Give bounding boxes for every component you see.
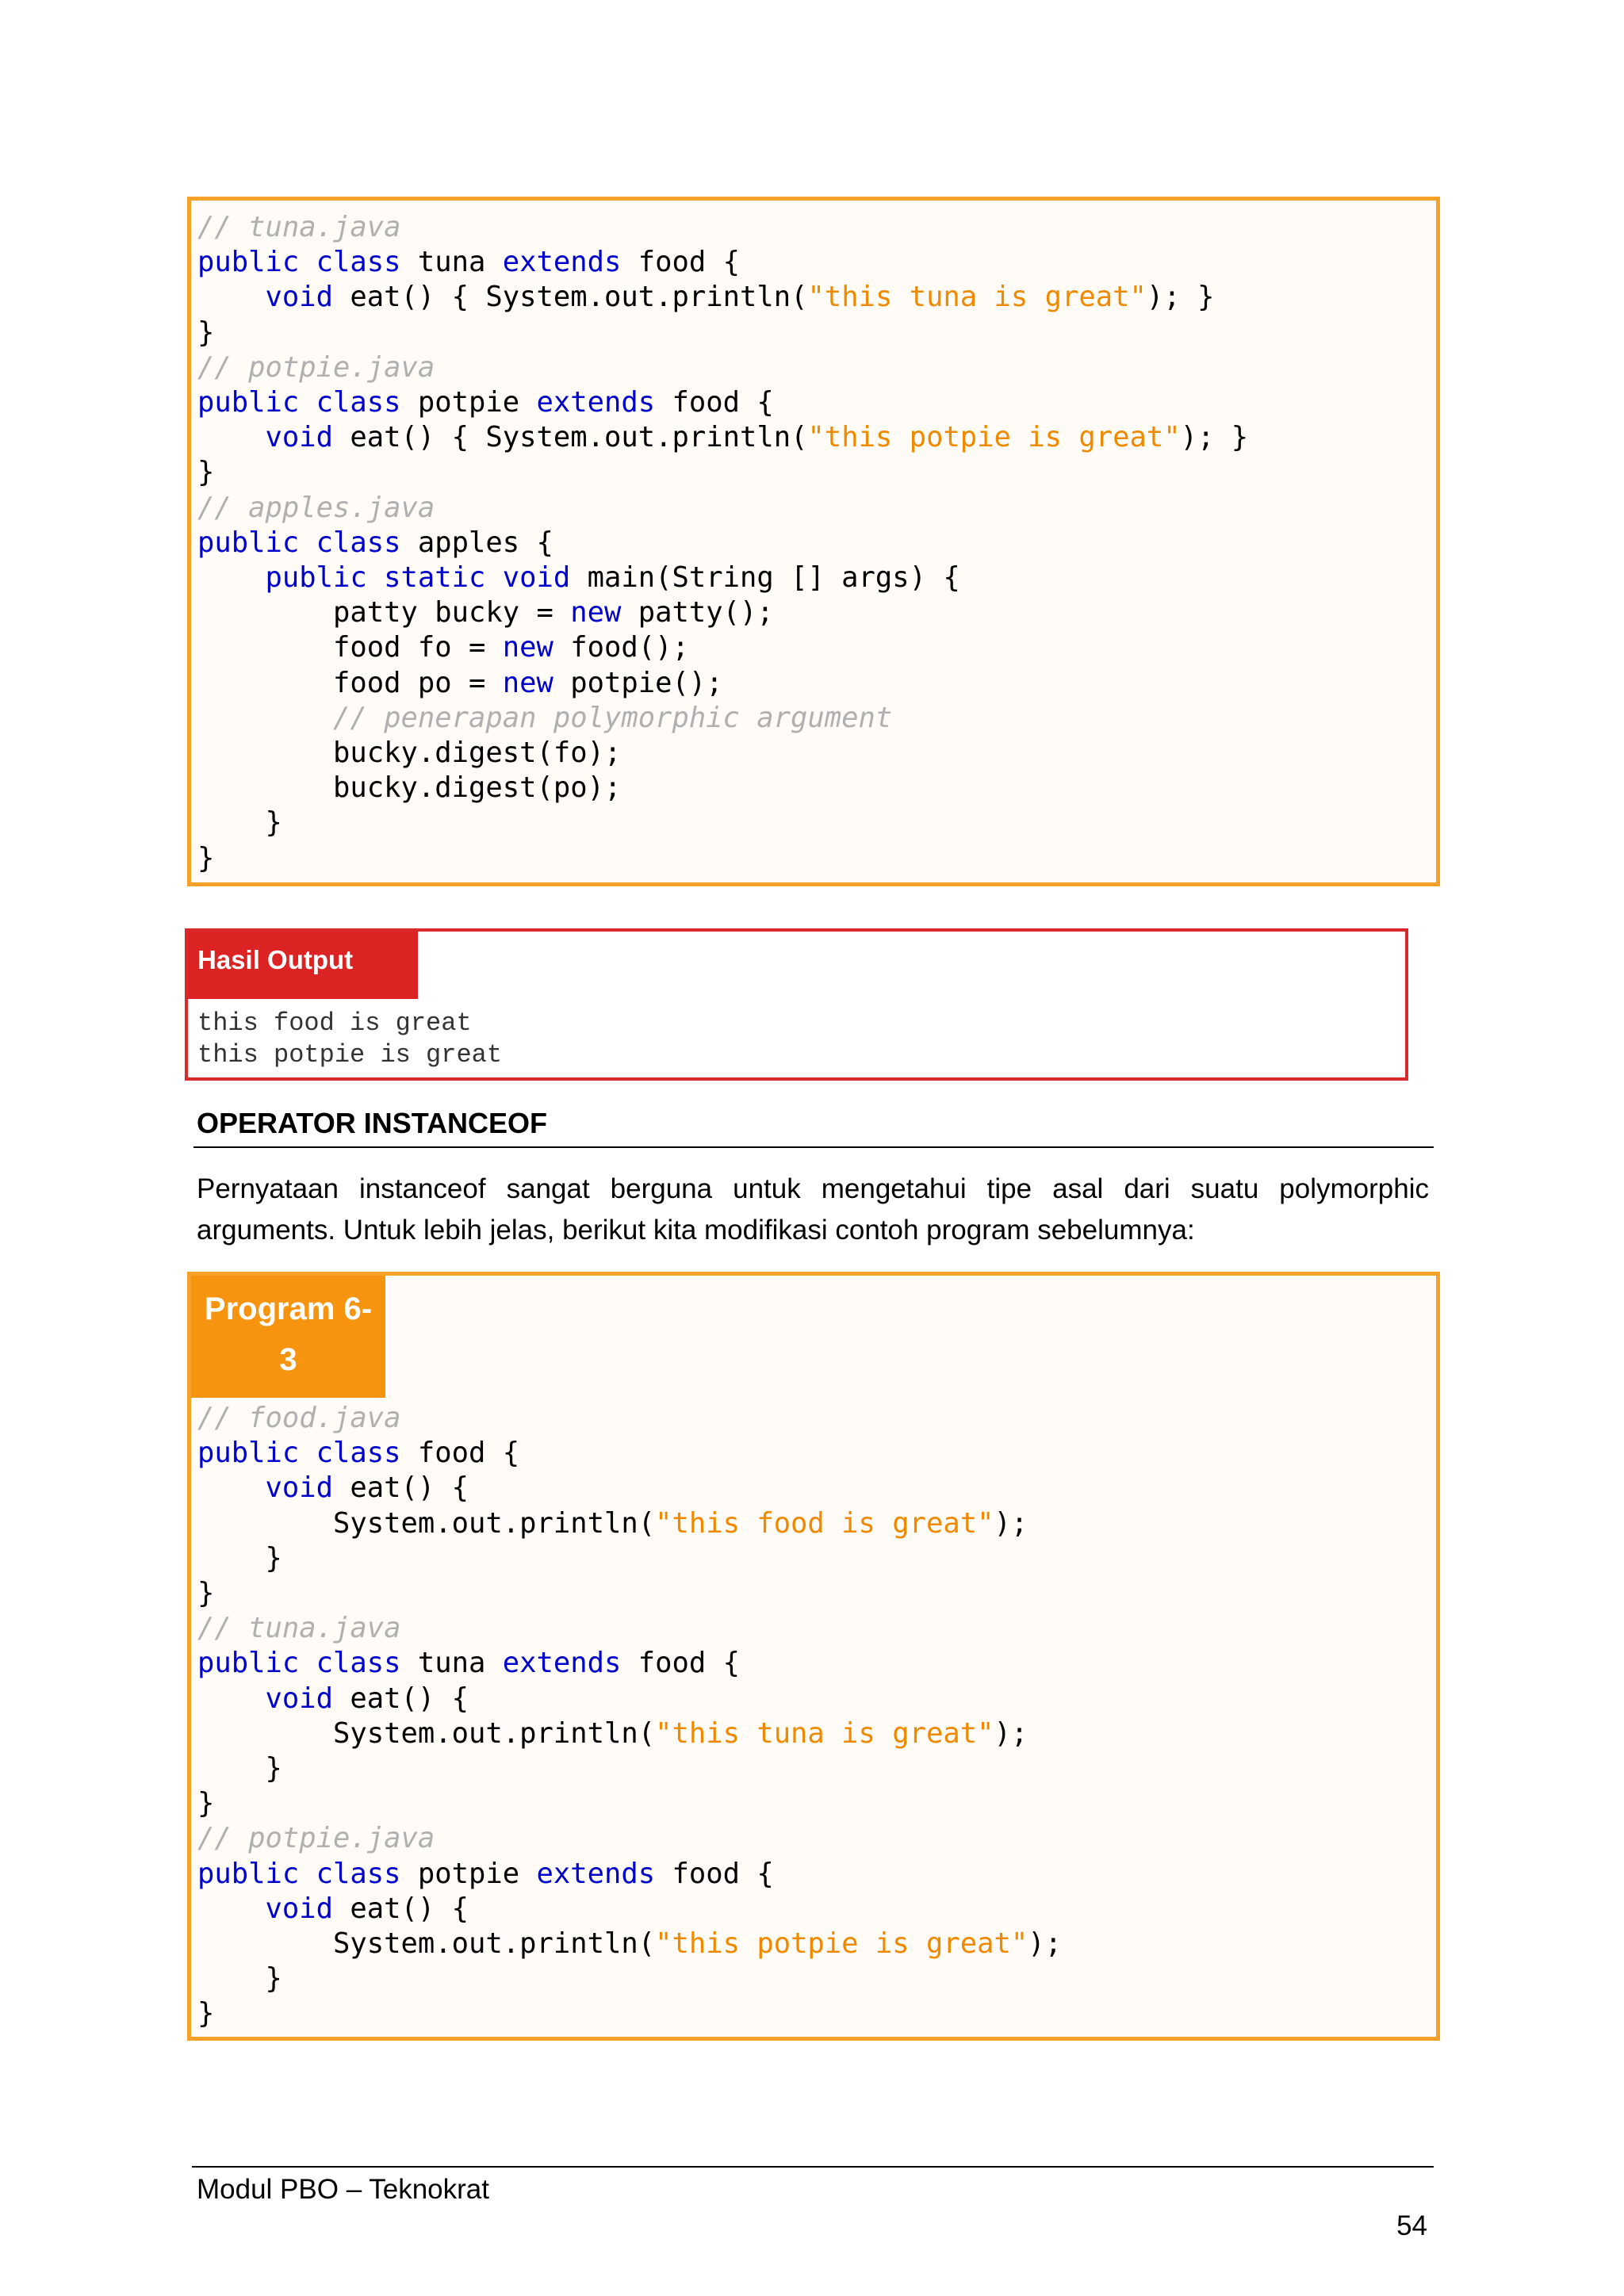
code-listing [197, 210, 1248, 876]
section-divider [193, 1146, 1434, 1148]
code-listing [197, 1401, 1062, 2032]
code-token: } [197, 841, 215, 874]
code-token: public class [197, 1647, 401, 1680]
code-line [197, 1646, 1062, 1681]
code-line [197, 1682, 1062, 1716]
code-token: new [502, 631, 553, 664]
code-line [197, 701, 1248, 736]
code-line [197, 1751, 1062, 1786]
code-token: public class [197, 246, 401, 279]
code-token [197, 1471, 266, 1504]
code-token: eat() { System.out.println( [333, 281, 808, 314]
code-line [197, 595, 1248, 630]
code-token: void [265, 1682, 333, 1715]
code-token: ); [1028, 1927, 1063, 1961]
code-token: // potpie.java [197, 350, 435, 384]
code-token: extends [536, 1857, 656, 1890]
code-token: public static void [265, 561, 571, 595]
code-token: void [265, 421, 333, 454]
code-line [197, 526, 1248, 561]
code-line [197, 806, 1248, 840]
code-line [197, 736, 1248, 771]
code-token: patty(); [621, 596, 774, 629]
code-token: // food.java [197, 1402, 401, 1434]
code-line [197, 1961, 1062, 1996]
code-line [197, 771, 1248, 806]
code-token [197, 1682, 266, 1715]
code-token: eat() { System.out.println( [333, 421, 808, 454]
code-token: ); [994, 1506, 1028, 1540]
code-token: potpie [400, 386, 537, 419]
code-line [197, 841, 1248, 876]
code-token: } [197, 1787, 215, 1820]
code-token: public class [197, 1437, 401, 1470]
code-token: public class [197, 1857, 401, 1890]
code-block-2 [187, 1272, 1440, 2041]
code-line [197, 455, 1248, 490]
code-token: ); } [1146, 281, 1215, 314]
code-token [197, 702, 333, 734]
code-token: "this potpie is great" [655, 1927, 1028, 1961]
code-token: public class [197, 526, 401, 559]
code-token: eat() { [333, 1471, 469, 1505]
code-line [197, 1927, 1062, 1961]
code-line [197, 1471, 1062, 1506]
code-line [197, 1996, 1062, 2031]
code-token: new [570, 596, 622, 629]
code-token: System.out.println( [197, 1716, 656, 1750]
code-token: "this potpie is great" [807, 421, 1181, 454]
code-line [197, 1821, 1062, 1856]
code-token: extends [502, 246, 622, 279]
code-line [197, 1786, 1062, 1821]
code-token: tuna [400, 246, 503, 279]
code-token: // penerapan polymorphic argument [332, 701, 893, 734]
code-token: food(); [553, 631, 689, 664]
code-token: new [502, 666, 553, 699]
code-line [197, 491, 1248, 526]
code-line [197, 1436, 1062, 1471]
code-token: } [197, 1752, 282, 1785]
code-token: } [197, 1962, 282, 1996]
code-token: "this tuna is great" [655, 1716, 994, 1750]
code-token: // tuna.java [197, 211, 401, 243]
code-token: tuna [400, 1647, 503, 1680]
code-token: } [197, 806, 282, 840]
code-line [197, 350, 1248, 385]
code-token: public class [197, 386, 401, 419]
code-line [197, 1611, 1062, 1646]
code-token: extends [536, 386, 656, 419]
code-token: eat() { [333, 1682, 469, 1715]
code-token: } [197, 1577, 215, 1610]
code-line [197, 1401, 1062, 1436]
code-line [197, 666, 1248, 701]
code-token: bucky.digest(fo); [197, 737, 622, 770]
code-token: food { [655, 386, 774, 419]
code-token: // tuna.java [197, 1612, 401, 1645]
code-line [197, 1892, 1062, 1927]
code-line [197, 385, 1248, 420]
code-line [197, 1576, 1062, 1611]
code-line [197, 210, 1248, 245]
program-label-line1: Program 6- [204, 1292, 373, 1326]
code-token: System.out.println( [197, 1927, 656, 1961]
footer-divider [192, 2166, 1434, 2168]
code-line [197, 1506, 1062, 1541]
page-number: 54 [1396, 2210, 1427, 2241]
code-line [197, 420, 1248, 455]
code-token: apples { [400, 526, 553, 559]
code-token: // apples.java [197, 491, 435, 524]
program-label-line2: 3 [279, 1342, 297, 1377]
code-token: "this tuna is great" [807, 281, 1147, 314]
code-token: food fo = [197, 631, 503, 664]
output-text: this food is great this potpie is great [197, 1008, 503, 1070]
code-line [197, 1857, 1062, 1892]
code-token: patty bucky = [197, 596, 571, 629]
code-token: food po = [197, 666, 503, 699]
code-token: eat() { [333, 1892, 469, 1925]
code-token: ); [994, 1716, 1028, 1750]
code-token [197, 281, 266, 313]
code-token: main(String [] args) { [570, 561, 960, 595]
code-token: potpie(); [553, 666, 723, 699]
code-token [197, 421, 266, 453]
code-line [197, 316, 1248, 350]
code-token: // potpie.java [197, 1822, 435, 1855]
code-token: bucky.digest(po); [197, 771, 622, 805]
code-token: } [197, 1997, 215, 2030]
code-line [197, 1716, 1062, 1751]
code-token: food { [621, 246, 740, 279]
code-token: } [197, 1541, 282, 1575]
code-line [197, 245, 1248, 280]
code-token: } [197, 456, 215, 489]
code-token: void [265, 1892, 333, 1925]
code-token: void [265, 281, 333, 314]
code-token: food { [400, 1437, 520, 1470]
code-block-1 [187, 197, 1440, 886]
code-token: "this food is great" [655, 1506, 994, 1540]
footer-text: Modul PBO – Teknokrat [197, 2174, 489, 2205]
output-label: Hasil Output [188, 932, 418, 999]
section-paragraph: Pernyataan instanceof sangat berguna untuk mengetahui tipe asal dari suatu polymorphic arguments. Untuk lebih jelas, berikut kita modifikasi contoh program sebelumnya: [197, 1173, 1429, 1246]
code-token: potpie [400, 1857, 537, 1890]
code-token [197, 561, 266, 594]
code-line [197, 561, 1248, 595]
code-line [197, 280, 1248, 315]
output-box [185, 928, 1408, 1081]
code-token: food { [621, 1647, 740, 1680]
code-line [197, 1541, 1062, 1576]
program-label [191, 1276, 385, 1398]
code-token: ); } [1180, 421, 1249, 454]
code-token: food { [655, 1857, 774, 1890]
code-token: void [265, 1471, 333, 1505]
section-heading: OPERATOR INSTANCEOF [197, 1107, 548, 1139]
code-token: extends [502, 1647, 622, 1680]
code-token [197, 1892, 266, 1925]
code-token: } [197, 316, 215, 349]
code-token: System.out.println( [197, 1506, 656, 1540]
code-line [197, 630, 1248, 665]
